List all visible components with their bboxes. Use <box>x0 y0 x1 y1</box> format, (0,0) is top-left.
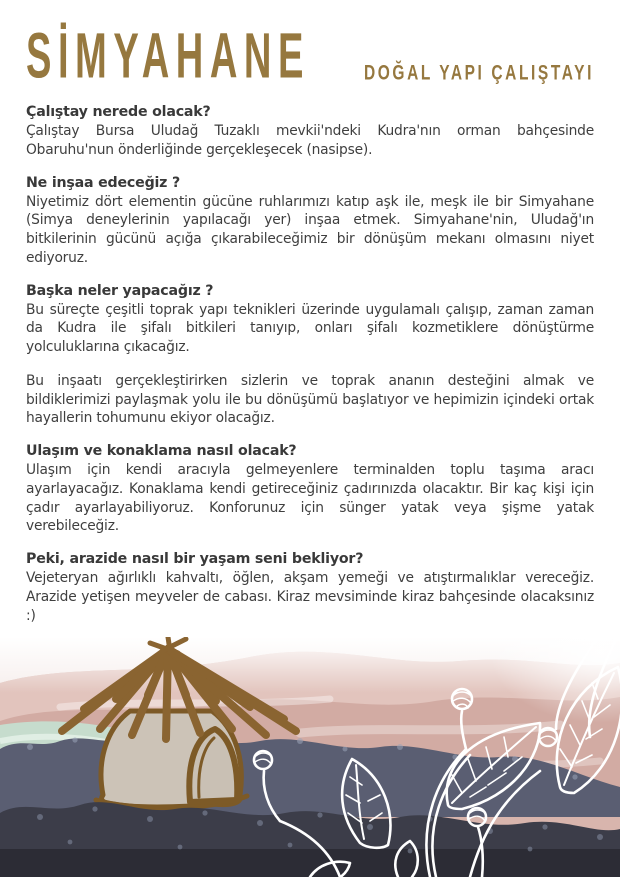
section-heading: Başka neler yapacağız ? <box>26 282 214 299</box>
section-what-we-build <box>26 175 594 268</box>
landscape-illustration <box>0 637 620 877</box>
section-heading: Çalıştay nerede olacak? <box>26 104 211 120</box>
section-other-activities <box>26 283 594 429</box>
header <box>26 14 594 98</box>
section-paragraph: Ulaşım için kendi aracıyla gelmeyenlere terminalden toplu taşıma aracı ayarlayacağız. Konaklama kendi getireceğiniz çadırınızda olacaktır. Bir kaç kişi için çadır ayarlayabiliyoruz. Konforunuz için sünger yatak veya şişme yatak verebileceğiz. <box>26 462 594 535</box>
landscape-photo <box>0 637 620 877</box>
section-location <box>26 104 594 160</box>
logo-simyahane: SİMYAHANE <box>26 20 310 92</box>
section-paragraph: Vejeteryan ağırlıklı kahvaltı, öğlen, akşam yemeği ve atıştırmalıklar vereceğiz. Arazide yetişen meyveler de cabası. Kiraz mevsiminde kiraz bahçesinde olacaksınız :) <box>26 570 594 624</box>
section-paragraph: Çalıştay Bursa Uludağ Tuzaklı mevkii'ndeki Kudra'nın orman bahçesinde Obaruhu'nun önderliğinde gerçekleşecek (nasipse). <box>26 123 594 158</box>
section-heading: Ulaşım ve konaklama nasıl olacak? <box>26 443 297 459</box>
flyer-body <box>26 104 594 678</box>
section-transport-accommodation <box>26 443 594 536</box>
section-paragraph: Bu süreçte çeşitli toprak yapı teknikleri üzerinde uygulamalı çalışıp, zaman zaman da Kudra ile şifalı bitkileri tanıyıp, onları şifalı kozmetiklere dönüştürme yolculuklarına çıkacağız. <box>26 301 594 355</box>
section-heading: Ne inşaa edeceğiz ? <box>26 174 181 191</box>
section-paragraph: Niyetimiz dört elementin gücüne ruhlarımızı katıp aşk ile, meşk ile bir Simyahane (Simya deneylerinin yapılacağı yer) inşaa etmek. Simyahane'nin, Uludağ'ın bitkilerinin gücünü açığa çıkarabileceğimiz bir dönüşüm mekanı olmasını niyet ediyoruz. <box>26 193 594 266</box>
section-heading: Peki, arazide nasıl bir yaşam seni bekliyor? <box>26 551 364 567</box>
forest-bottom <box>0 849 620 877</box>
section-paragraph: Bu inşaatı gerçekleştirirken sizlerin ve toprak ananın desteğini almak ve bildiklerimizi paylaşmak yolu ile bu dönüşümü başlatıyor ve hepimizin içindeki ortak hayallerin tohumunu ekiyor olacağız. <box>26 372 594 427</box>
workshop-subtitle: DOĞAL YAPI ÇALIŞTAYI <box>363 62 594 85</box>
